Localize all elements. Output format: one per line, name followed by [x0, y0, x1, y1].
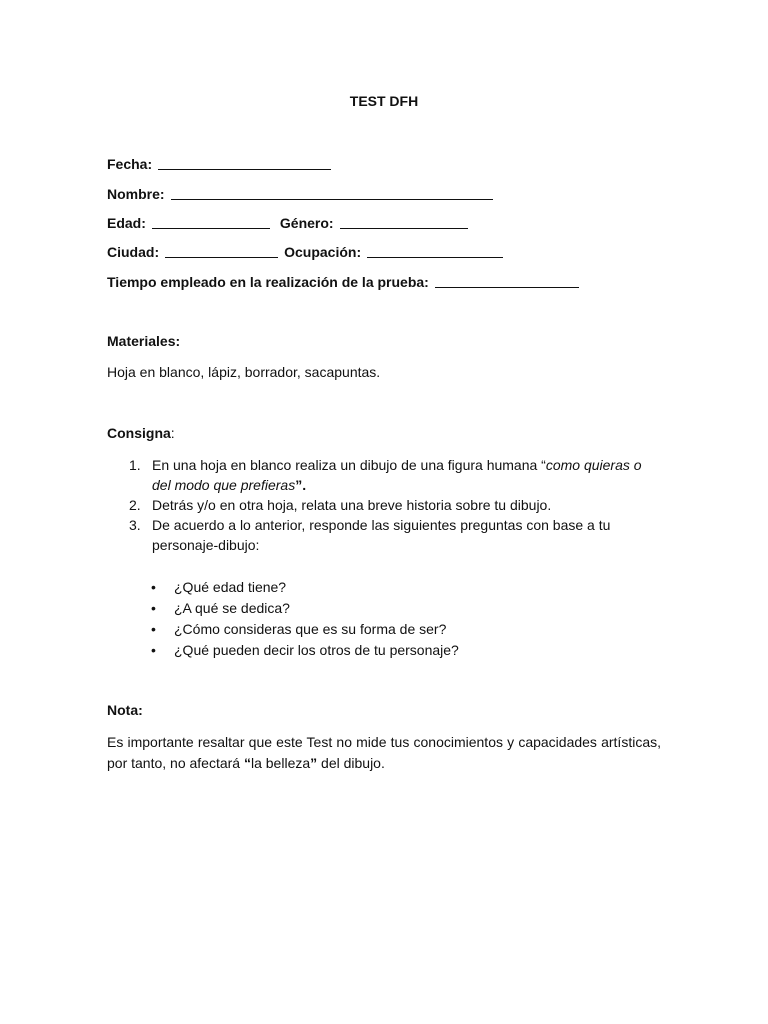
ocupacion-blank-line	[367, 243, 503, 258]
list-item: 3. De acuerdo a lo anterior, responde las siguientes preguntas con base a tu personaje-dibujo:	[129, 517, 611, 553]
list-item: 1. En una hoja en blanco realiza un dibujo de una figura humana “como quieras o del modo que prefieras”.	[129, 457, 642, 493]
edad-blank-line	[152, 214, 270, 229]
ciudad-ocupacion-row	[107, 243, 503, 260]
genero-blank-line	[340, 214, 468, 229]
fecha-label: Fecha:	[107, 156, 153, 172]
edad-label: Edad:	[107, 215, 146, 231]
list-item: 2. Detrás y/o en otra hoja, relata una breve historia sobre tu dibujo.	[129, 497, 552, 513]
ciudad-blank-line	[165, 243, 278, 258]
materiales-heading: Materiales:	[107, 333, 181, 349]
tiempo-blank-line	[435, 273, 579, 288]
tiempo-label: Tiempo empleado en la realización de la prueba:	[107, 274, 429, 290]
edad-genero-row	[107, 214, 468, 231]
bullet-icon: •	[151, 621, 156, 637]
nombre-label: Nombre:	[107, 186, 165, 202]
genero-label: Género:	[279, 215, 334, 231]
preguntas-list	[107, 577, 661, 661]
page-title: TEST DFH	[349, 93, 419, 109]
ciudad-label: Ciudad:	[107, 244, 160, 260]
tiempo-row	[107, 273, 579, 290]
fecha-blank-line	[158, 155, 331, 170]
ocupacion-label: Ocupación:	[284, 244, 362, 260]
fecha-row	[107, 155, 331, 172]
consigna-list	[107, 455, 661, 555]
list-item: • ¿Qué edad tiene?	[107, 577, 661, 598]
bullet-icon: •	[151, 642, 156, 658]
bullet-icon: •	[151, 579, 156, 595]
list-item: • ¿Qué pueden decir los otros de tu personaje?	[107, 640, 661, 661]
consigna-heading: Consigna:	[107, 425, 175, 441]
list-item: • ¿Cómo consideras que es su forma de ser?	[107, 619, 661, 640]
nota-heading: Nota:	[107, 702, 143, 718]
materiales-text: Hoja en blanco, lápiz, borrador, sacapuntas.	[107, 364, 381, 380]
nombre-blank-line	[171, 185, 493, 200]
nota-text: Es importante resaltar que este Test no mide tus conocimientos y capacidades artísticas, por tanto, no afectará “la belleza” del dibujo.	[107, 734, 661, 771]
nombre-row	[107, 185, 493, 202]
bullet-icon: •	[151, 600, 156, 616]
list-item: • ¿A qué se dedica?	[107, 598, 661, 619]
